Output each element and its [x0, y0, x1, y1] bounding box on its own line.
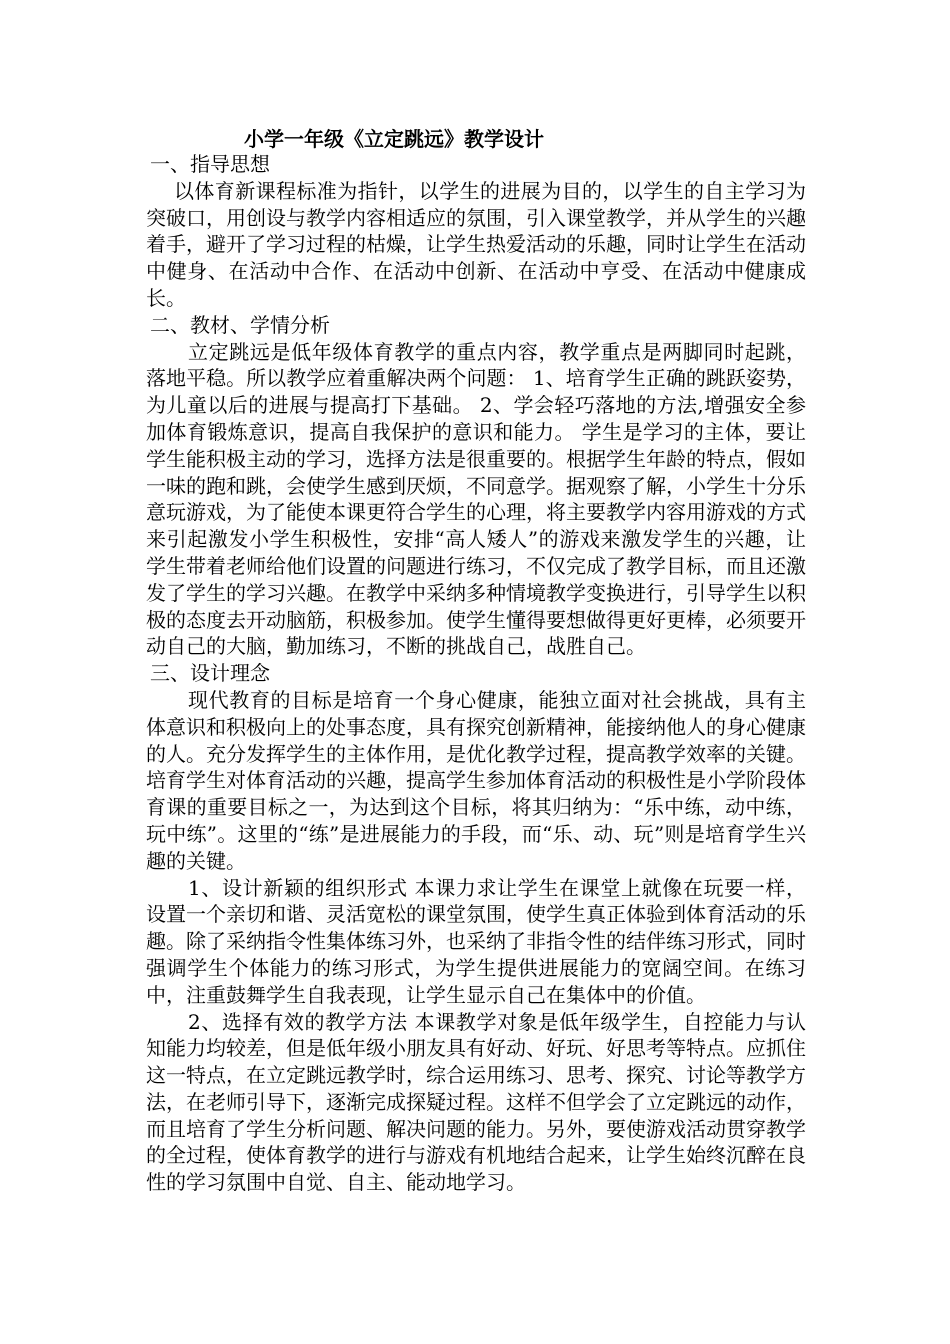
section-heading-guiding-ideology: 一、指导思想 [150, 152, 270, 176]
section-heading-material-analysis: 二、教材、学情分析 [150, 312, 330, 337]
section-heading-design-concept: 三、设计理念 [150, 661, 270, 686]
document-body [146, 151, 806, 1196]
paragraph-teaching-method: 2、选择有效的教学方法 本课教学对象是低年级学生，自控能力与认知能力均较差，但是低年级小朋友具有好动、好玩、好思考等特点。应抓住这一特点，在立定跳远教学时，综合运用练习、思考、探究、讨论等教学方法，在老师引导下，逐渐完成探疑过程。这样不但学会了立定跳远的动作，而且培育了学生分析问题、解决问题的能力。另外，要使游戏活动贯穿教学的全过程，使体育教学的进行与游戏有机地结合起来，让学生始终沉醉在良性的学习氛围中自觉、自主、能动地学习。 [146, 1009, 806, 1195]
document-title: 小学一年级《立定跳远》教学设计 [244, 127, 544, 151]
paragraph-organization-form: 1、设计新颖的组织形式 本课力求让学生在课堂上就像在玩要一样，设置一个亲切和谐、灵活宽松的课堂氛围，使学生真正体验到体育活动的乐趣。除了采纳指令性集体练习外，也采纳了非指令性的结伴练习形式，同时强调学生个体能力的练习形式，为学生提供进展能力的宽阔空间。在练习中，注重鼓舞学生自我表现，让学生显示自己在集体中的价值。 [146, 875, 806, 1007]
paragraph-design-concept: 现代教育的目标是培育一个身心健康，能独立面对社会挑战，具有主体意识和积极向上的处事态度，具有探究创新精神，能接纳他人的身心健康的人。充分发挥学生的主体作用，是优化教学过程，提高教学效率的关键。培育学生对体育活动的兴趣，提高学生参加体育活动的积极性是小学阶段体育课的重要目标之一，为达到这个目标，将其归纳为：“乐中练，动中练，玩中练”。这里的“练”是进展能力的手段，而“乐、动、玩”则是培育学生兴趣的关键。 [146, 687, 806, 873]
paragraph-material-analysis: 立定跳远是低年级体育教学的重点内容，教学重点是两脚同时起跳，落地平稳。所以教学应着重解决两个问题： 1、培育学生正确的跳跃姿势，为儿童以后的进展与提高打下基础。 2、学会轻巧落地的方法,增强安全参加体育锻炼意识，提高自我保护的意识和能力。 学生是学习的主体，要让学生能积极主动的学习，选择方法是很重要的。根据学生年龄的特点，假如一味的跑和跳，会使学生感到厌烦，不同意学。据观察了解，小学生十分乐意玩游戏，为了能使本课更符合学生的心理，将主要教学内容用游戏的方式来引起激发小学生积极性，安排“高人矮人”的游戏来激发学生的兴趣，让学生带着老师给他们设置的问题进行练习，不仅完成了教学目标，而且还激发了学生的学习兴趣。在教学中采纳多种情境教学变换进行，引导学生以积极的态度去开动脑筋，积极参加。使学生懂得要想做得更好更棒，必须要开动自己的大脑，勤加练习，不断的挑战自己，战胜自己。 [146, 339, 806, 659]
paragraph-guiding-ideology: 以体育新课程标准为指针，以学生的进展为目的，以学生的自主学习为突破口，用创设与教学内容相适应的氛围，引入课堂教学，并从学生的兴趣着手，避开了学习过程的枯燥，让学生热爱活动的乐趣，同时让学生在活动中健身、在活动中合作、在活动中创新、在活动中亨受、在活动中健康成长。 [146, 178, 806, 310]
